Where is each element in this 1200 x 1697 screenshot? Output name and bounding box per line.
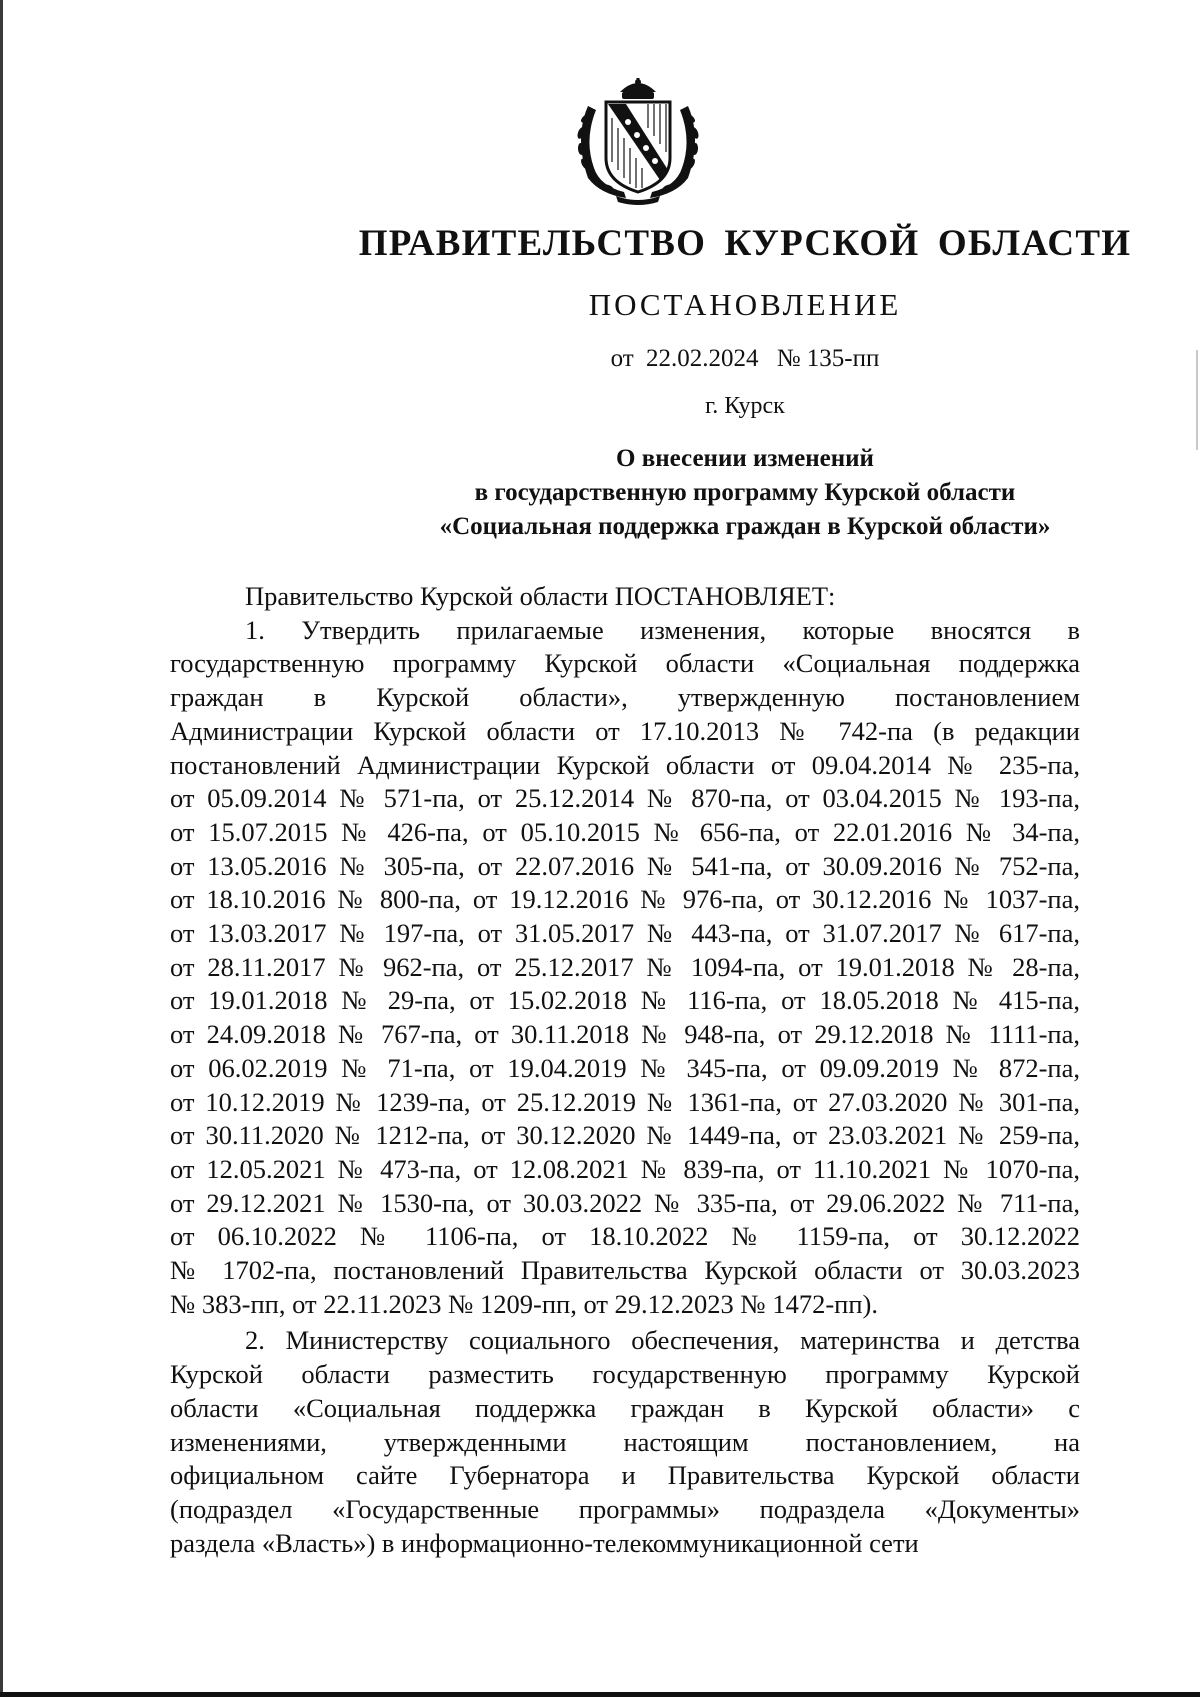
document-number: № 135-пп (776, 345, 880, 372)
body-text-line: официальном сайте Губернатора и Правительства Курской области (170, 1460, 1080, 1491)
subject-line: О внесении изменений (616, 445, 874, 472)
body-text-line: Курской области разместить государственную программу Курской (170, 1359, 1080, 1390)
coat-of-arms-icon (570, 78, 706, 206)
body-text-line: раздела «Власть») в информационно-телекоммуникационной сети (170, 1527, 919, 1558)
body-text-line: от 19.01.2018 № 29-па, от 15.02.2018 № 116-па, от 18.05.2018 № 415-па, (170, 985, 1080, 1016)
preamble: Правительство Курской области ПОСТАНОВЛЯЕТ: (245, 581, 836, 611)
subject-line: «Социальная поддержка граждан в Курской области» (439, 513, 1051, 540)
body-text-line: от 13.03.2017 № 197-па, от 31.05.2017 № 443-па, от 31.07.2017 № 617-па, (170, 918, 1080, 949)
body-text-line: № 1702-па, постановлений Правительства Курской области от 30.03.2023 (170, 1255, 1080, 1286)
body-text-line: от 15.07.2015 № 426-па, от 05.10.2015 № 656-па, от 22.01.2016 № 34-па, (170, 816, 1080, 847)
body-text-line: государственную программу Курской области «Социальная поддержка (170, 648, 1080, 679)
body-text-line: от 24.09.2018 № 767-па, от 30.11.2018 № 948-па, от 29.12.2018 № 1111-па, (170, 1019, 1080, 1050)
body-text-line: от 05.09.2014 № 571-па, от 25.12.2014 № 870-па, от 03.04.2015 № 193-па, (170, 783, 1080, 814)
date-prefix: от (610, 345, 634, 372)
government-title: ПРАВИТЕЛЬСТВО КУРСКОЙ ОБЛАСТИ (358, 223, 1132, 264)
body-text-line: от 28.11.2017 № 962-па, от 25.12.2017 № 1094-па, от 19.01.2018 № 28-па, (170, 951, 1080, 982)
body-text-line: от 12.05.2021 № 473-па, от 12.08.2021 № 839-па, от 11.10.2021 № 1070-па, (170, 1153, 1080, 1184)
body-text-line: изменениями, утвержденными настоящим постановлением, на (170, 1426, 1080, 1457)
body-text-line: 2. Министерству социального обеспечения, материнства и детства (245, 1325, 1080, 1356)
body-text-line: от 29.12.2021 № 1530-па, от 30.03.2022 № 335-па, от 29.06.2022 № 711-па, (170, 1187, 1080, 1218)
paragraph-item-1 (170, 614, 1080, 1322)
body-text-line: области «Социальная поддержка граждан в Курской области» с (170, 1392, 1080, 1423)
body-text-line: постановлений Администрации Курской области от 09.04.2014 № 235-па, (170, 749, 1080, 780)
body-text-line: от 30.11.2020 № 1212-па, от 30.12.2020 № 1449-па, от 23.03.2021 № 259-па, (170, 1120, 1080, 1151)
scan-edge-bottom (0, 1692, 1200, 1697)
document-date: 22.02.2024 (645, 345, 759, 372)
paragraph-item-2 (170, 1324, 1080, 1560)
document-date-number (0, 343, 1200, 375)
document-type: ПОСТАНОВЛЕНИЕ (588, 287, 902, 322)
body-text-line: от 06.02.2019 № 71-па, от 19.04.2019 № 345-па, от 09.09.2019 № 872-па, (170, 1052, 1080, 1083)
subject-line: в государственную программу Курской области (474, 479, 1016, 506)
body-text-line: граждан в Курской области», утвержденную постановлением (170, 682, 1080, 713)
body-text-line: от 18.10.2016 № 800-па, от 19.12.2016 № 976-па, от 30.12.2016 № 1037-па, (170, 884, 1080, 915)
body-text-line: Администрации Курской области от 17.10.2013 № 742-па (в редакции (170, 715, 1080, 746)
body-text-line: от 10.12.2019 № 1239-па, от 25.12.2019 № 1361-па, от 27.03.2020 № 301-па, (170, 1086, 1080, 1117)
document-body (170, 580, 1080, 1560)
body-text-line: 1. Утвердить прилагаемые изменения, которые вносятся в (245, 614, 1080, 645)
body-text-line: (подраздел «Государственные программы» подраздела «Документы» (170, 1493, 1080, 1524)
document-place: г. Курск (705, 393, 785, 419)
body-text-line: от 06.10.2022 № 1106-па, от 18.10.2022 № 1159-па, от 30.12.2022 (170, 1221, 1080, 1252)
body-text-line: от 13.05.2016 № 305-па, от 22.07.2016 № 541-па, от 30.09.2016 № 752-па, (170, 850, 1080, 881)
document-subject (0, 442, 1200, 544)
body-text-line: № 383-пп, от 22.11.2023 № 1209-пп, от 29.12.2023 № 1472-пп). (170, 1288, 878, 1319)
